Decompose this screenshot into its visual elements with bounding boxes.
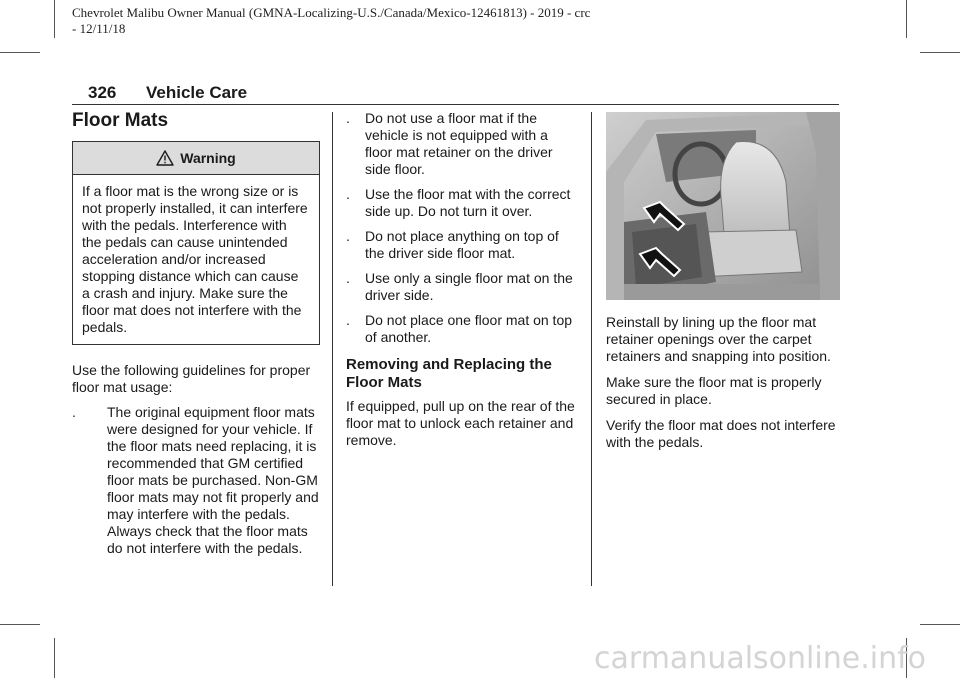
verify-paragraph: Verify the floor mat does not interfere with the pedals. <box>606 417 836 450</box>
bullet-mark: . <box>346 312 350 328</box>
warning-header <box>73 142 319 175</box>
running-head: Chevrolet Malibu Owner Manual (GMNA-Localizing-U.S./Canada/Mexico-12461813) - 2019 - crc - 12/11/18 <box>72 5 591 36</box>
list-item-text: Use the floor mat with the correct side up. Do not turn it over. <box>365 186 571 219</box>
middle-column <box>346 110 578 449</box>
intro-paragraph: Use the following guidelines for proper floor mat usage: <box>72 362 311 395</box>
bullet-mark: . <box>346 270 350 286</box>
column-divider <box>332 112 333 586</box>
watermark: carmanualsonline.info <box>594 641 926 676</box>
list-item-text: The original equipment floor mats were designed for your vehicle. If the floor mats need replacing, it is recommended that GM certified floor mats be purchased. Non-GM floor mats may not fit properly and may interfere with the pedals. Always check that the floor mats do not interfere with the pedals. <box>107 404 319 556</box>
secure-paragraph: Make sure the floor mat is properly secured in place. <box>606 374 822 407</box>
subheading: Removing and Replacing the Floor Mats <box>346 356 552 391</box>
warning-label: Warning <box>180 149 236 166</box>
column-divider <box>591 112 592 586</box>
floor-mat-photo <box>606 112 840 300</box>
crop-mark <box>920 624 960 625</box>
list-item-text: Do not place anything on top of the driver side floor mat. <box>365 228 559 261</box>
bullet-list <box>346 110 578 346</box>
removal-paragraph: If equipped, pull up on the rear of the floor mat to unlock each retainer and remove. <box>346 398 575 448</box>
right-column <box>606 112 840 451</box>
left-column <box>72 110 320 565</box>
reinstall-paragraph: Reinstall by lining up the floor mat retainer openings over the carpet retainers and snapping into position. <box>606 314 831 364</box>
crop-mark <box>0 624 40 625</box>
list-item <box>72 404 320 557</box>
bullet-mark: . <box>72 404 76 420</box>
list-item <box>346 312 578 346</box>
bullet-mark: . <box>346 110 350 126</box>
bullet-mark: . <box>346 186 350 202</box>
list-item-text: Use only a single floor mat on the driver side. <box>365 270 573 303</box>
crop-mark <box>54 638 55 678</box>
page-title: Floor Mats <box>72 110 169 131</box>
list-item <box>346 228 578 262</box>
crop-mark <box>920 52 960 53</box>
list-item-text: Do not use a floor mat if the vehicle is not equipped with a floor mat retainer on the driver side floor. <box>365 110 553 177</box>
warning-text: If a floor mat is the wrong size or is not properly installed, it can interfere with the pedals. Interference with the pedals can cause unintended acceleration and/or increased stopping distance which can cause a crash and injury. Make sure the floor mat does not interfere with the pedals. <box>82 183 308 335</box>
list-item <box>346 110 578 178</box>
warning-triangle-icon <box>156 150 174 166</box>
crop-mark <box>0 52 40 53</box>
list-item <box>346 186 578 220</box>
list-item-text: Do not place one floor mat on top of another. <box>365 312 573 345</box>
crop-mark <box>906 0 907 38</box>
bullet-mark: . <box>346 228 350 244</box>
warning-box <box>72 141 320 345</box>
list-item <box>346 270 578 304</box>
crop-mark <box>54 0 55 38</box>
page-header <box>72 83 839 105</box>
bullet-list <box>72 404 320 557</box>
section-title: Vehicle Care <box>146 83 248 102</box>
page-number: 326 <box>88 83 117 102</box>
